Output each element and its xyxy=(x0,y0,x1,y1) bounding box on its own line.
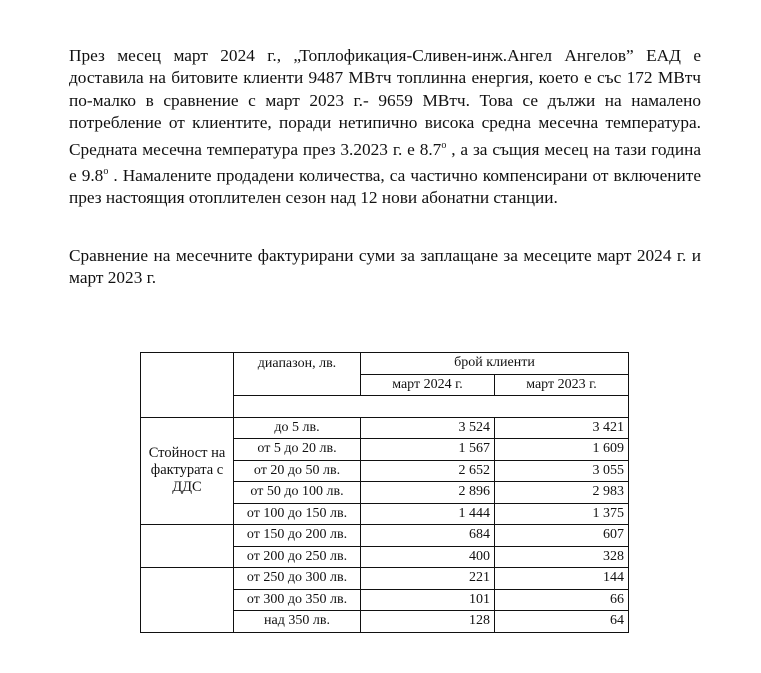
value-2023-cell: 64 xyxy=(495,611,629,633)
header-range: диапазон, лв. xyxy=(234,353,361,396)
value-2024-cell: 400 xyxy=(361,546,495,568)
value-2023-cell: 3 055 xyxy=(495,460,629,482)
intro-text-part-3: . Намалените продадени количества, са частично компенсирани от включените през настоящия отоплителен сезон над 12 нови абонатни станции. xyxy=(69,166,702,208)
intro-paragraph xyxy=(69,45,701,210)
value-2024-cell: 3 524 xyxy=(361,417,495,439)
range-cell: от 150 до 200 лв. xyxy=(234,525,361,547)
header-march-2024: март 2024 г. xyxy=(361,374,495,396)
empty-group-cell xyxy=(141,525,234,568)
intro-text-part-2: , а за същия месец на тази година е 9.8 xyxy=(69,139,701,186)
table-row xyxy=(141,568,629,590)
range-cell: от 200 до 250 лв. xyxy=(234,546,361,568)
empty-spacer-cell xyxy=(234,396,629,418)
value-2023-cell: 1 375 xyxy=(495,503,629,525)
empty-corner-cell xyxy=(141,353,234,418)
header-client-count: брой клиенти xyxy=(361,353,629,375)
comparison-heading-paragraph: Сравнение на месечните фактурирани суми за заплащане за месеците март 2024 г. и март 2023 г. xyxy=(69,246,701,288)
value-2024-cell: 221 xyxy=(361,568,495,590)
range-cell: от 100 до 150 лв. xyxy=(234,503,361,525)
value-2023-cell: 1 609 xyxy=(495,439,629,461)
degree-symbol: о xyxy=(441,139,447,151)
value-2024-cell: 684 xyxy=(361,525,495,547)
value-2024-cell: 2 896 xyxy=(361,482,495,504)
table-row xyxy=(141,417,629,439)
billing-comparison-table xyxy=(140,352,629,633)
value-2024-cell: 1 567 xyxy=(361,439,495,461)
empty-group-cell xyxy=(141,568,234,633)
range-cell: от 5 до 20 лв. xyxy=(234,439,361,461)
value-2023-cell: 2 983 xyxy=(495,482,629,504)
value-2024-cell: 2 652 xyxy=(361,460,495,482)
table-header-row xyxy=(141,353,629,375)
value-2024-cell: 101 xyxy=(361,589,495,611)
range-cell: до 5 лв. xyxy=(234,417,361,439)
range-cell: от 300 до 350 лв. xyxy=(234,589,361,611)
range-cell: от 250 до 300 лв. xyxy=(234,568,361,590)
range-cell: от 20 до 50 лв. xyxy=(234,460,361,482)
value-2023-cell: 66 xyxy=(495,589,629,611)
degree-symbol: о xyxy=(103,166,109,178)
value-2023-cell: 607 xyxy=(495,525,629,547)
value-2024-cell: 1 444 xyxy=(361,503,495,525)
value-2024-cell: 128 xyxy=(361,611,495,633)
range-cell: от 50 до 100 лв. xyxy=(234,482,361,504)
range-cell: над 350 лв. xyxy=(234,611,361,633)
header-march-2023: март 2023 г. xyxy=(495,374,629,396)
value-2023-cell: 144 xyxy=(495,568,629,590)
row-group-label: Стойност на фактурата с ДДС xyxy=(141,417,234,525)
value-2023-cell: 328 xyxy=(495,546,629,568)
value-2023-cell: 3 421 xyxy=(495,417,629,439)
intro-text-part-1: През месец март 2024 г., „Топлофикация-Сливен-инж.Ангел Ангелов” ЕАД е доставила на битовите клиенти 9487 МВтч топлинна енергия, което е със 172 МВтч по-малко в сравнение с март 2023 г.- 9659 МВтч. Това се дължи на намалено потребление от клиентите, поради нетипично висока средна месечна температура. Средната месечна температура през 3.2023 г. е 8.7 xyxy=(69,46,701,159)
table-row xyxy=(141,525,629,547)
